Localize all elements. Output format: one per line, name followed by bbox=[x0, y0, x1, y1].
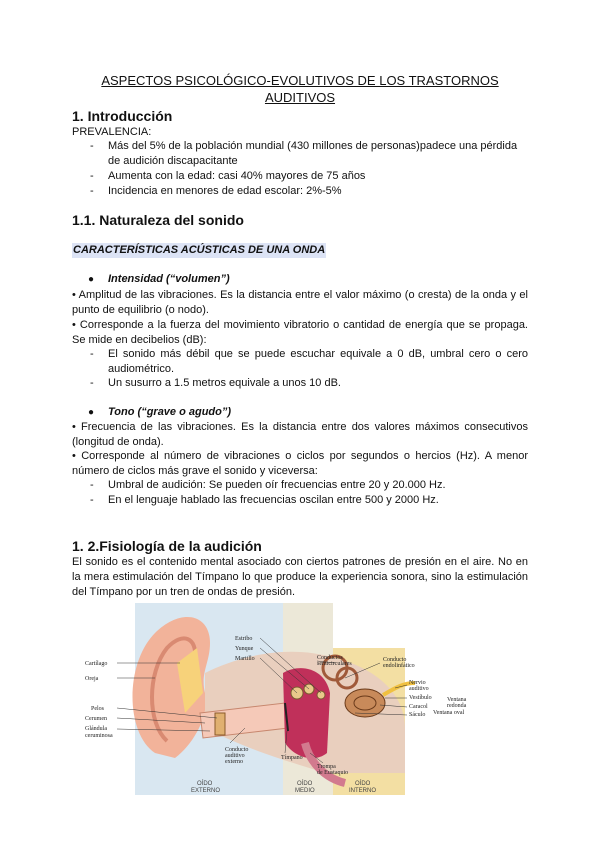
label-glandula: Glándula bbox=[85, 726, 107, 732]
label-nervio: Nervio bbox=[409, 680, 426, 686]
list-dash: - bbox=[90, 140, 94, 152]
bullet-dot: ● bbox=[88, 407, 95, 418]
list-dash: - bbox=[90, 185, 94, 197]
prevalencia-label: PREVALENCIA: bbox=[72, 126, 152, 138]
bullet-dot: ● bbox=[88, 274, 95, 285]
label-saculo: Sáculo bbox=[409, 712, 426, 718]
region-outer-2: EXTERNO bbox=[191, 788, 221, 794]
label-cartilage: Cartílago bbox=[85, 661, 108, 667]
label-timpano: Tímpano bbox=[281, 755, 303, 761]
label-caracol: Caracol bbox=[409, 704, 428, 710]
section-1-2-heading: 1. 2.Fisiología de la audición bbox=[72, 538, 262, 554]
ear-hair-band bbox=[215, 713, 225, 735]
intensidad-title: Intensidad (“volumen”) bbox=[108, 273, 230, 285]
list-item: Incidencia en menores de edad escolar: 2%-5% bbox=[108, 185, 342, 197]
label-trompa: Trompa bbox=[317, 764, 336, 770]
label-endolinfatico: endolinfático bbox=[383, 663, 415, 669]
intensidad-paragraph-2: • Corresponde a la fuerza del movimiento vibratorio o cantidad de energía que se propaga. Se mide en decibelios (dB): bbox=[72, 319, 528, 346]
section-1-1-heading: 1.1. Naturaleza del sonido bbox=[72, 212, 244, 228]
cochlea-shape bbox=[345, 689, 385, 717]
label-conducto-ext-2: auditivo bbox=[225, 753, 245, 759]
label-conducto-ext-1: Conducto bbox=[225, 747, 249, 753]
region-outer-1: OÍDO bbox=[197, 781, 213, 787]
section-subheading: CARACTERÍSTICAS ACÚSTICAS DE UNA ONDA bbox=[73, 244, 326, 256]
label-estribo: Estribo bbox=[235, 636, 253, 642]
label-conducto-ext-3: externo bbox=[225, 759, 243, 765]
tono-paragraph-2: • Corresponde al número de vibraciones o ciclos por segundos o hercios (Hz). A menor número de ciclos más grave el sonido y viceversa: bbox=[72, 450, 528, 477]
stapes-shape bbox=[317, 691, 325, 699]
label-martillo: Martillo bbox=[235, 656, 255, 662]
label-ventana-oval: Ventana oval bbox=[433, 710, 465, 716]
label-conducto: Conducto bbox=[383, 657, 407, 663]
list-item: Más del 5% de la población mundial (430 millones de personas)padece una pérdida de audición discapacitante bbox=[108, 140, 518, 167]
list-item: En el lenguaje hablado las frecuencias oscilan entre 500 y 2000 Hz. bbox=[108, 494, 439, 506]
list-dash: - bbox=[90, 377, 94, 389]
list-item: Un susurro a 1.5 metros equivale a unos 10 dB. bbox=[108, 377, 341, 389]
label-ceruminosa: ceruminosa bbox=[85, 733, 113, 739]
region-middle-2: MEDIO bbox=[295, 788, 315, 794]
label-oreja: Oreja bbox=[85, 676, 99, 682]
label-semicirculares: semicirculares bbox=[317, 661, 352, 667]
label-cerumen: Cerumen bbox=[85, 716, 107, 722]
label-eustaquio: de Eustaquio bbox=[317, 770, 349, 776]
label-yunque: Yunque bbox=[235, 646, 254, 652]
list-dash: - bbox=[90, 348, 94, 360]
region-inner-1: OÍDO bbox=[355, 781, 371, 787]
list-dash: - bbox=[90, 479, 94, 491]
section-1-heading: 1. Introducción bbox=[72, 108, 173, 124]
region-middle-1: OÍDO bbox=[297, 781, 313, 787]
list-item: El sonido más débil que se puede escuchar equivale a 0 dB, umbral cero o cero audiométrico. bbox=[108, 348, 528, 375]
ear-anatomy-figure bbox=[85, 603, 515, 795]
label-auditivo: auditivo bbox=[409, 686, 429, 692]
label-conductos: Conductos bbox=[317, 655, 343, 661]
list-dash: - bbox=[90, 170, 94, 182]
fisiologia-paragraph: El sonido es el contenido mental asociado con ciertos patrones de presión en el aire. No en la mera estimulación del Tímpano lo que produce la experiencia sonora, sino la estimulación del Tímpano por un tren de ondas de presión. bbox=[72, 556, 528, 598]
label-ventana: Ventana bbox=[447, 697, 467, 703]
list-item: Umbral de audición: Se pueden oír frecuencias entre 20 y 20.000 Hz. bbox=[108, 479, 446, 491]
list-item: Aumenta con la edad: casi 40% mayores de 75 años bbox=[108, 170, 366, 182]
tono-title: Tono (“grave o agudo”) bbox=[108, 406, 232, 418]
tono-paragraph-1: • Frecuencia de las vibraciones. Es la distancia entre dos valores máximos consecutivos (longitud de onda). bbox=[72, 421, 528, 448]
label-vestibulo: Vestíbulo bbox=[409, 695, 432, 701]
label-redonda: redonda bbox=[447, 703, 467, 709]
intensidad-paragraph-1: • Amplitud de las vibraciones. Es la distancia entre el valor máximo (o cresta) de la onda y el punto de equilibrio (o nodo). bbox=[72, 289, 528, 316]
document-title: ASPECTOS PSICOLÓGICO-EVOLUTIVOS DE LOS TRASTORNOS AUDITIVOS bbox=[101, 73, 499, 105]
label-pelos: Pelos bbox=[91, 706, 105, 712]
list-dash: - bbox=[90, 494, 94, 506]
region-inner-2: INTERNO bbox=[349, 788, 376, 794]
